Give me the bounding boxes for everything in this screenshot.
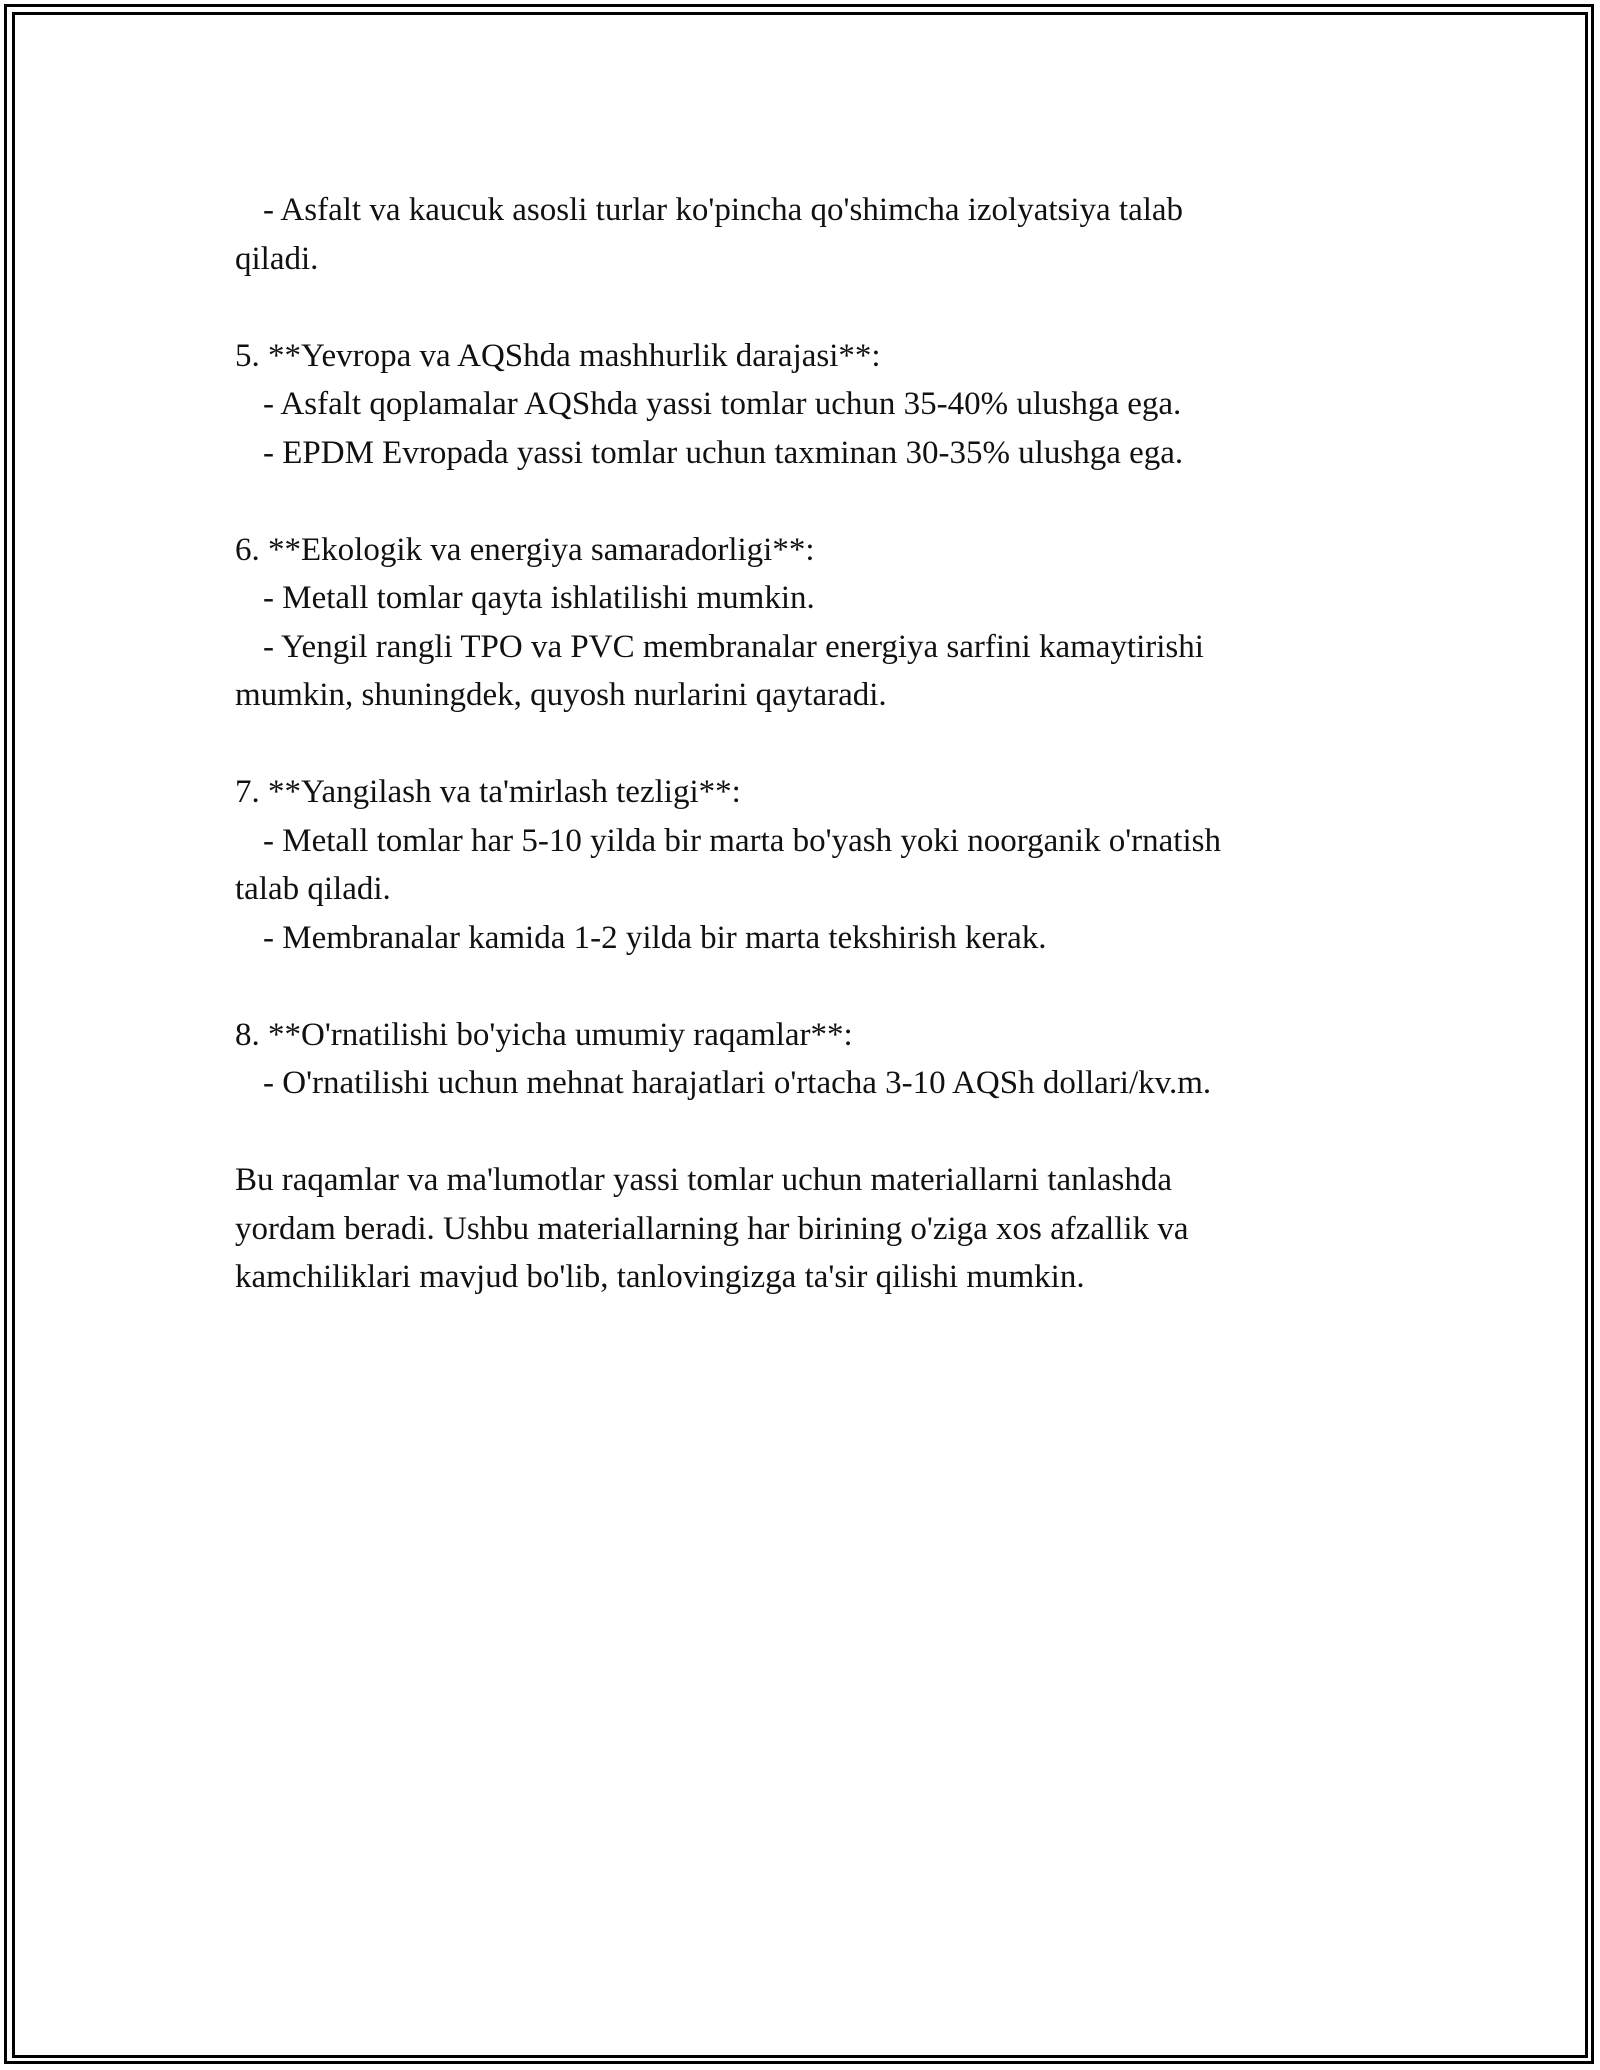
section-line: - Membranalar kamida 1-2 yilda bir marta tekshirish kerak. (263, 919, 1047, 956)
spacer (235, 962, 1365, 1011)
intro-line-1: - Asfalt va kaucuk asosli turlar ko'pincha qo'shimcha izolyatsiya talab (263, 192, 1184, 228)
section-heading: 5. **Yevropa va AQShda mashhurlik darajasi**: (235, 337, 881, 374)
section-line: - Asfalt qoplamalar AQShda yassi tomlar uchun 35-40% ulushga ega. (263, 386, 1182, 422)
spacer (235, 477, 1365, 526)
section-5 (235, 332, 1365, 478)
conclusion-line: kamchiliklari mavjud bo'lib, tanlovingizga ta'sir qilishi mumkin. (235, 1259, 1085, 1295)
section-line: mumkin, shuningdek, quyosh nurlarini qaytaradi. (235, 677, 887, 713)
document-body (235, 186, 1365, 1302)
section-7 (235, 768, 1365, 962)
section-heading: 7. **Yangilash va ta'mirlash tezligi**: (235, 774, 741, 810)
section-line: - Yengil rangli TPO va PVC membranalar energiya sarfini kamaytirishi (263, 628, 1204, 665)
section-line: - EPDM Evropada yassi tomlar uchun taxminan 30-35% ulushga ega. (263, 434, 1184, 471)
section-line: - Metall tomlar qayta ishlatilishi mumkin. (263, 580, 815, 616)
conclusion-paragraph (235, 1156, 1365, 1302)
section-heading: 6. **Ekologik va energiya samaradorligi**: (235, 531, 815, 568)
section-line: - O'rnatilishi uchun mehnat harajatlari o'rtacha 3-10 AQSh dollari/kv.m. (263, 1065, 1212, 1101)
section-line: talab qiladi. (235, 871, 391, 907)
section-6 (235, 526, 1365, 720)
section-heading: 8. **O'rnatilishi bo'yicha umumiy raqamlar**: (235, 1016, 853, 1053)
intro-line-2: qiladi. (235, 240, 319, 277)
conclusion-line: Bu raqamlar va ma'lumotlar yassi tomlar uchun materiallarni tanlashda (235, 1162, 1172, 1198)
section-line: - Metall tomlar har 5-10 yilda bir marta bo'yash yoki noorganik o'rnatish (263, 822, 1221, 859)
spacer (235, 1108, 1365, 1157)
spacer (235, 283, 1365, 332)
section-8 (235, 1011, 1365, 1108)
spacer (235, 720, 1365, 769)
conclusion-line: yordam beradi. Ushbu materiallarning har birining o'ziga xos afzallik va (235, 1210, 1189, 1247)
